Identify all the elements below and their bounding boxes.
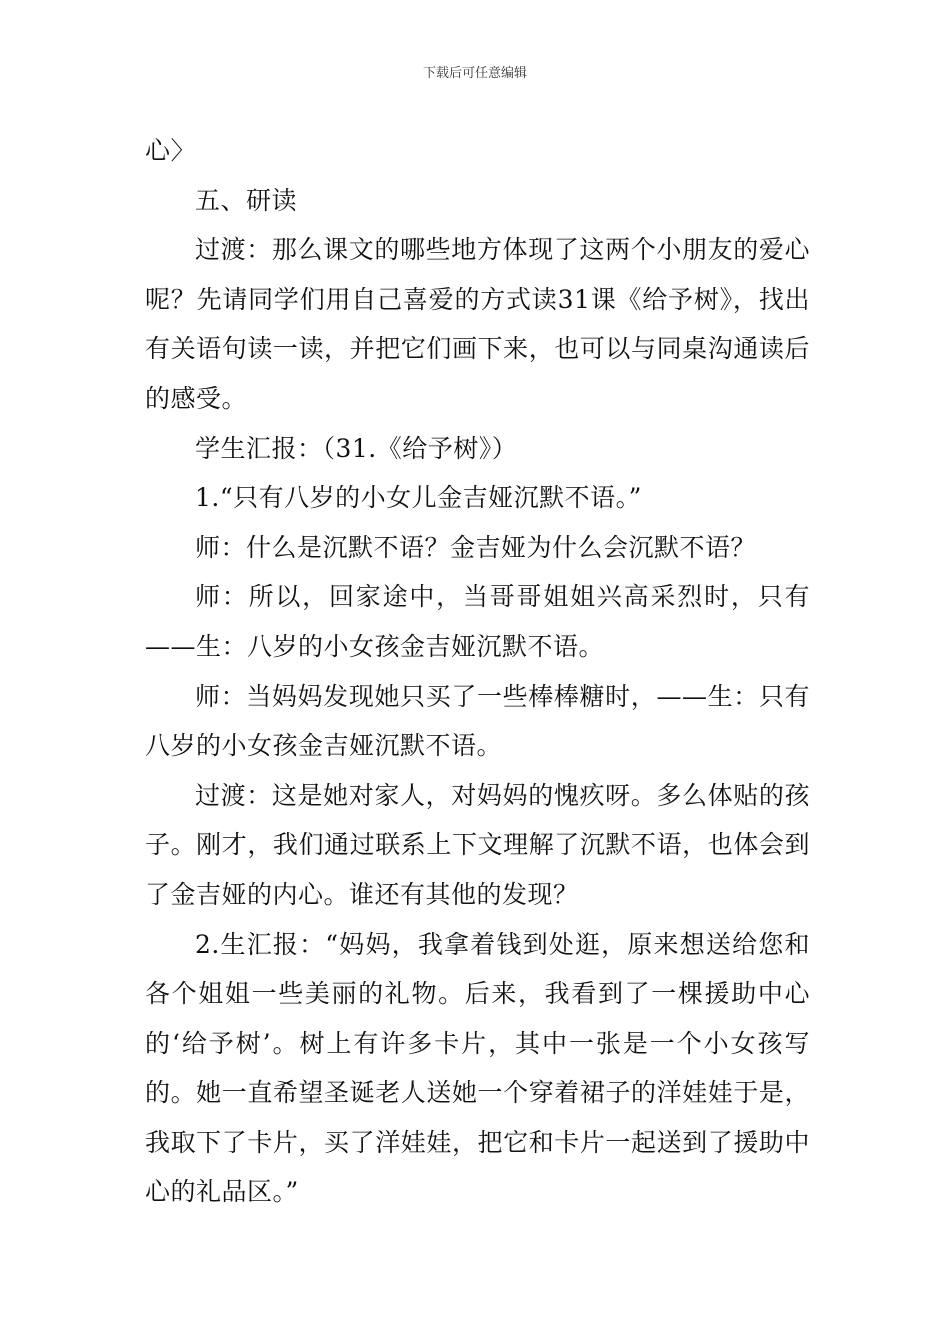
paragraph-continuation: 心〉 [145,136,197,165]
paragraph: 师：当妈妈发现她只买了一些棒棒糖时，——生：只有八岁的小女孩金吉娅沉默不语。 [145,681,810,761]
paragraph: 过渡：那么课文的哪些地方体现了这两个小朋友的爱心呢？先请同学们用自己喜爱的方式读31课《给予树》，找出有关语句读一读，并把它们画下来，也可以与同桌沟通读后的感受。 [145,235,810,413]
paragraph: 2.生汇报：“妈妈，我拿着钱到处逛，原来想送给您和各个姐姐一些美丽的礼物。后来，我看到了一棵援助中心的‘给予树’。树上有许多卡片，其中一张是一个小女孩写的。她一直希望圣诞老人送她一个穿着裙子的洋娃娃于是，我取下了卡片，买了洋娃娃，把它和卡片一起送到了援助中心的礼品区。” [145,929,810,1207]
paragraph: 1.“只有八岁的小女儿金吉娅沉默不语。” [195,483,642,513]
section-heading: 五、研读 [195,185,298,215]
page-header: 下载后可任意编辑 [422,66,527,81]
paragraph: 过渡：这是她对家人，对妈妈的愧疚呀。多么体贴的孩子。刚才，我们通过联系上下文理解了沉默不语，也体会到了金吉娅的内心。谁还有其他的发现？ [145,780,810,909]
document-body [145,126,810,1217]
paragraph: 师：什么是沉默不语？金吉娅为什么会沉默不语？ [195,532,757,562]
paragraph: 师：所以，回家途中，当哥哥姐姐兴高采烈时，只有——生：八岁的小女孩金吉娅沉默不语。 [145,582,810,661]
paragraph: 学生汇报：（31.《给予树》） [195,433,518,463]
